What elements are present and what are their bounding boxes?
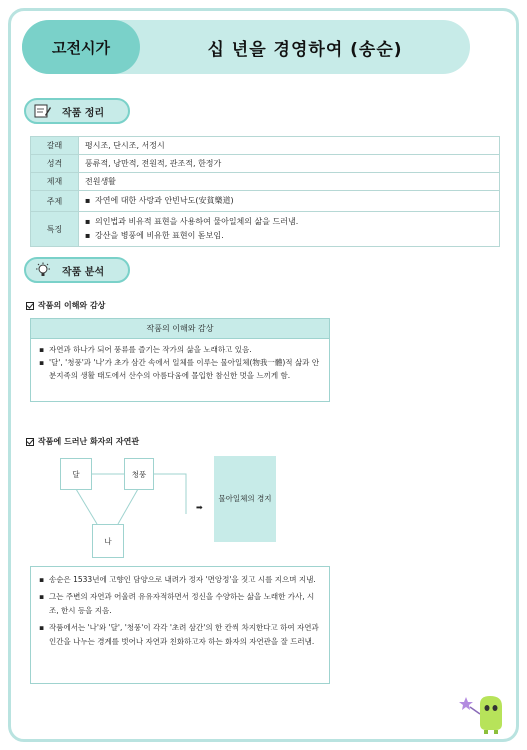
subheading-text: 작품의 이해와 감상 <box>38 301 106 310</box>
subheading-text: 작품에 드러난 화자의 자연관 <box>38 437 140 446</box>
green-character-icon <box>458 690 514 734</box>
table-row <box>31 212 500 247</box>
row-value <box>79 212 500 247</box>
page-title: 십 년을 경영하여 (송순) <box>207 39 403 60</box>
node-me: 나 <box>92 524 124 558</box>
appreciation-box <box>30 318 330 402</box>
row-value: 평시조, 단시조, 서정시 <box>79 137 500 155</box>
list-item: ▪ 자연과 하나가 되어 풍류를 즐기는 작가의 삶을 노래하고 있음. <box>39 343 321 356</box>
list-item: ▪ 그는 주변의 자연과 어울려 유유자적하면서 정신을 수양하는 삶을 노래한 가사, 시조, 한시 등을 지음. <box>39 590 321 618</box>
node-breeze: 청풍 <box>124 458 154 490</box>
row-key: 갈래 <box>31 137 79 155</box>
summary-table <box>30 136 500 247</box>
row-value <box>79 191 500 212</box>
row-value: 전원생활 <box>79 173 500 191</box>
lightbulb-icon <box>34 262 52 278</box>
result-box: 물아일체의 경지 <box>214 456 276 542</box>
list-item: ▪ 송순은 1533년에 고향인 담양으로 내려가 정자 '면앙정'을 짓고 시를 지으며 지냄. <box>39 573 321 587</box>
commentary-box <box>30 566 330 684</box>
node-moon: 달 <box>60 458 92 490</box>
subheading-view-of-nature <box>26 436 139 447</box>
section-summary-label: 작품 정리 <box>62 107 105 119</box>
section-analysis-header <box>24 257 130 283</box>
category-tag: 고전시가 <box>22 20 140 74</box>
section-summary-header <box>24 98 130 124</box>
row-key: 특징 <box>31 212 79 247</box>
table-row <box>31 173 500 191</box>
pencil-note-icon <box>34 103 52 119</box>
table-row <box>31 137 500 155</box>
appreciation-box-title: 작품의 이해와 감상 <box>31 319 329 339</box>
arrow-icon: ➡ <box>196 503 203 512</box>
row-value: 풍류적, 낭만적, 전원적, 관조적, 한정가 <box>79 155 500 173</box>
list-item: ▪ 작품에서는 '나'와 '달', '청풍'이 각각 '초려 삼간'의 한 칸씩 차지한다고 하여 자연과 인간을 나누는 경계를 벗어나 자연과 친화하고자 하는 화자의 자연관을 잘 드러냄. <box>39 621 321 649</box>
table-row <box>31 155 500 173</box>
row-key: 제재 <box>31 173 79 191</box>
row-key: 성격 <box>31 155 79 173</box>
list-item: ▪ 자연에 대한 사랑과 안빈낙도(安貧樂道) <box>85 194 493 208</box>
section-analysis-label: 작품 분석 <box>62 266 105 278</box>
list-item: ▪ '달', '청풍'과 '나'가 초가 삼간 속에서 일체를 이루는 물아일체(物我一體)적 삶과 안분지족의 생활 태도에서 산수의 아름다움에 몰입한 참신한 멋을 느끼게 함. <box>39 356 321 382</box>
list-item: ▪ 강산을 병풍에 비유한 표현이 돋보임. <box>85 229 493 243</box>
row-key: 주제 <box>31 191 79 212</box>
table-row <box>31 191 500 212</box>
checkbox-icon <box>26 302 34 310</box>
checkbox-icon <box>26 438 34 446</box>
subheading-appreciation <box>26 300 105 311</box>
list-item: ▪ 의인법과 비유적 표현을 사용하여 물아일체의 삶을 드러냄. <box>85 215 493 229</box>
